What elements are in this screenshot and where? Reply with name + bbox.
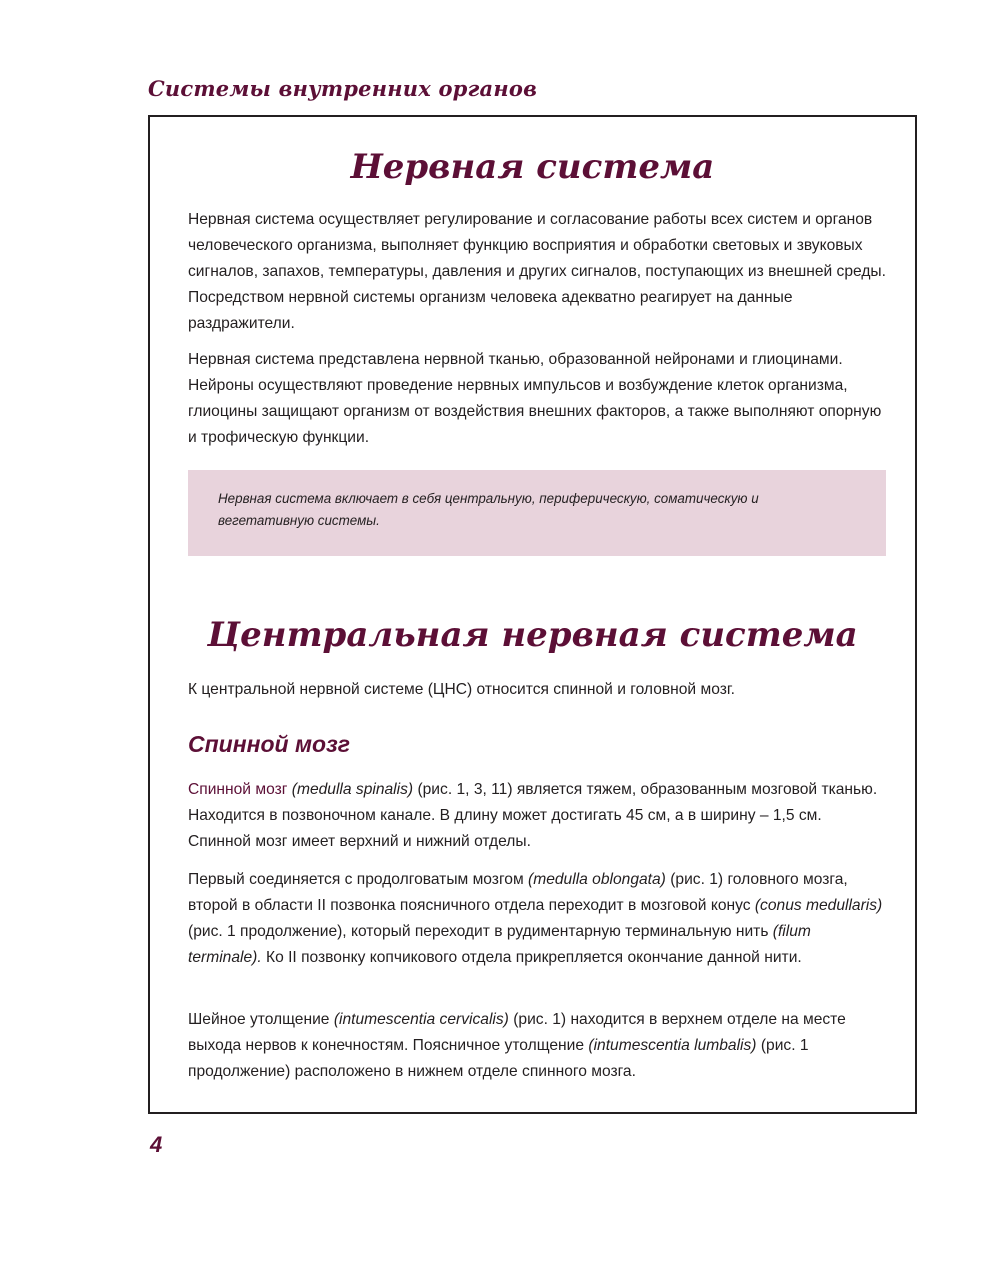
latin-term: (conus medullaris)	[754, 897, 883, 914]
paragraph-text: (рис. 1 продолжение), который переходит в рудиментарную терминальную нить	[188, 923, 773, 940]
subsection-title-spinal-cord: Спинной мозг	[188, 731, 351, 757]
paragraph-spinal-cord-enlargements	[188, 1007, 888, 1085]
latin-term: (medulla oblongata)	[528, 871, 666, 888]
running-head: Системы внутренних органов	[148, 76, 538, 101]
paragraph-text: Ко II позвонку копчикового отдела прикрепляется окончание данной нити.	[261, 949, 802, 966]
content-frame	[148, 115, 917, 1114]
paragraph-spinal-cord-definition	[188, 777, 888, 855]
paragraph-spinal-cord-sections	[188, 867, 888, 971]
paragraph-nervous-tissue: Нервная система представлена нервной тканью, образованной нейронами и глиоцинами. Нейроны осуществляют проведение нервных импульсов и возбуждение клеток организма, глиоцины защищают организм от воздействия внешних факторов, а также выполняют опорную и трофическую функции.	[188, 351, 882, 446]
paragraph-cns-intro: К центральной нервной системе (ЦНС) относится спинной и головной мозг.	[188, 681, 735, 698]
section-title-central-nervous-system: Центральная нервная система	[207, 615, 858, 655]
page-number: 4	[150, 1132, 163, 1157]
paragraph-nervous-system-function: Нервная система осуществляет регулирование и согласование работы всех систем и органов человеческого организма, выполняет функцию восприятия и обработки световых и звуковых сигналов, запахов, температуры, давления и других сигналов, поступающих из внешней среды. Посредством нервной системы организм человека адекватно реагирует на данные раздражители.	[188, 211, 886, 332]
paragraph-text: (рис. 1) находится в верхнем отделе на месте выхода нервов к конечностям. Поясничное утолщение	[188, 1011, 846, 1054]
note-text: Нервная система включает в себя центральную, периферическую, соматическую и вегетативную системы.	[218, 491, 759, 528]
paragraph-text: Первый соединяется с продолговатым мозгом	[188, 871, 529, 888]
paragraph-text: (рис. 1) головного мозга, второй в области II позвонка поясничного отдела переходит в мозговой конус	[188, 871, 848, 914]
latin-term: (filum terminale).	[188, 923, 811, 966]
latin-term: (intumescentia cervicalis)	[333, 1011, 509, 1028]
section-title-nervous-system: Нервная система	[350, 147, 715, 187]
latin-term: (intumescentia lumbalis)	[588, 1037, 757, 1054]
term-spinal-cord: Спинной мозг	[188, 781, 288, 798]
paragraph-text: Шейное утолщение	[188, 1011, 334, 1028]
note-box	[188, 470, 886, 556]
paragraph-text: (рис. 1, 3, 11) является тяжем, образованным мозговой тканью. Находится в позвоночном канале. В длину может достигать 45 см, а в ширину – 1,5 см. Спинной мозг имеет верхний и нижний отделы.	[188, 781, 878, 850]
latin-term: (medulla spinalis)	[291, 781, 414, 798]
paragraph-text: (рис. 1 продолжение) расположено в нижнем отделе спинного мозга.	[188, 1037, 809, 1080]
